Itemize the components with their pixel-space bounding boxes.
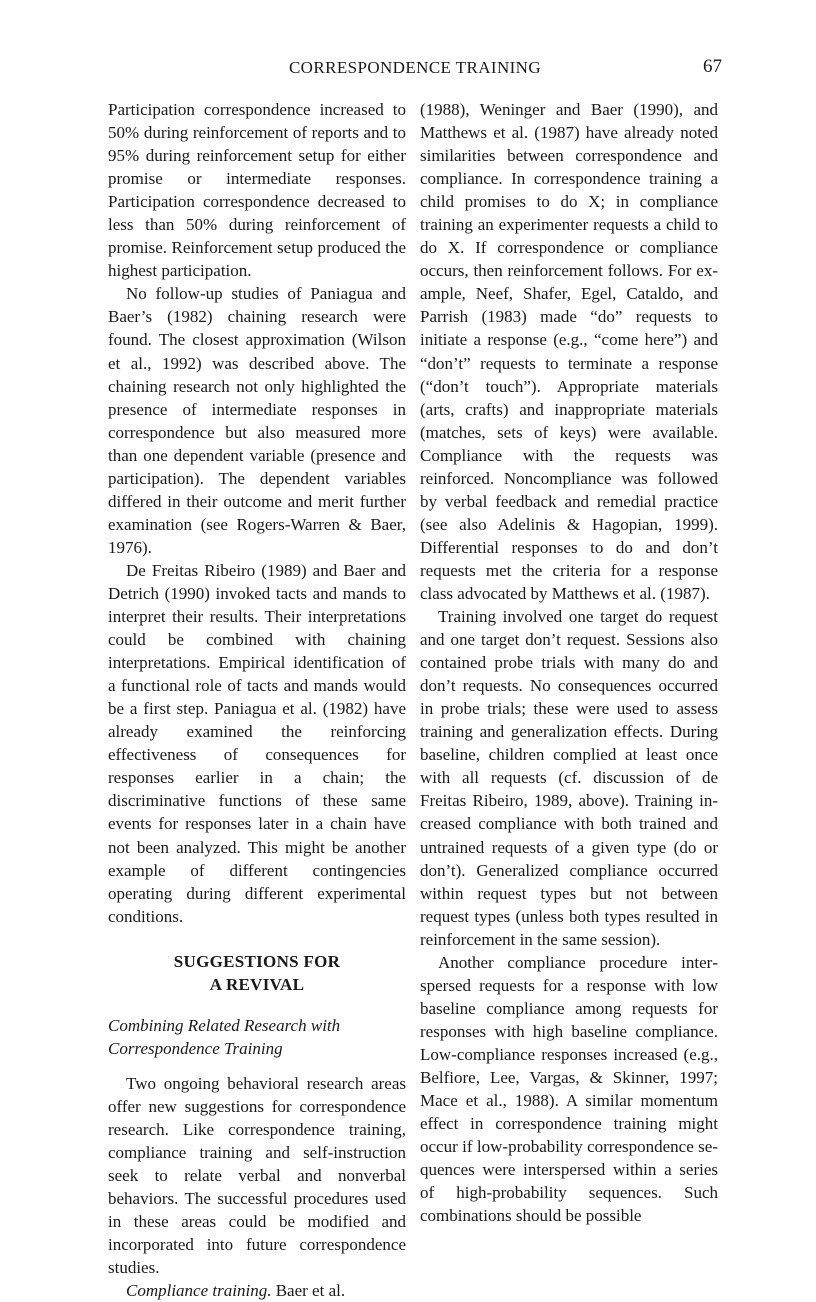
running-head: CORRESPONDENCE TRAINING: [288, 58, 542, 77]
subsection-heading-line: Combining Related Research with: [108, 1015, 341, 1035]
paragraph: (1988), Weninger and Baer (1990), and Matthews et al. (1987) have already noted similarities between correspondence and compliance. In correspondence training a child promises to do X; in compliance training an experimenter requests a child to do X. If correspondence or compliance occurs, then reinforcement follows. For example, Neef, Shafer, Egel, Cataldo, and Parrish (1983) made “do” requests to initiate a response (e.g., “come here”) and “don’t” requests to terminate a response (“don’t touch”). Appropriate materials (arts, crafts) and inappropriate materials (matches, sets of keys) were available. Compliance with the requests was reinforced. Noncompliance was followed by verbal feedback and remedial practice (see also Adelinis & Hagopian, 1999). Differential responses to do and don’t requests met the criteria for a response class advocated by Matthews et al. (1987).: [420, 100, 718, 603]
paragraph: Training involved one target do request and one target don’t request. Sessions also contained probe trials with many do and don’t requests. No consequences occurred in probe trials; these were used to assess training and generalization effects. During baseline, children complied at least once with all requests (cf. discussion of de Freitas Ribeiro, 1989, above). Training increased compliance with both trained and untrained requests of a given type (do or don’t). Generalized compliance occurred within request types but not between request types (unless both types resulted in reinforcement in the same session).: [420, 607, 718, 949]
paragraph-text: Baer et al.: [271, 1281, 346, 1301]
right-column: [420, 98, 718, 1227]
paragraph: Another compliance procedure interspersed requests for a response with low baseline compliance among requests for responses with high baseline compliance. Low-compliance responses increased (e.g., Belfiore, Lee, Vargas, & Skinner, 1997; Mace et al., 1988). A similar momentum effect in correspondence training might occur if low-probability correspondence sequences were interspersed within a series of high-probability sequences. Such combinations should be possible: [420, 952, 718, 1226]
section-heading-line: A REVIVAL: [209, 974, 305, 994]
section-heading: [108, 950, 406, 996]
section-heading-line: SUGGESTIONS FOR: [173, 951, 341, 971]
paragraph: Two ongoing behavioral research areas offer new suggestions for correspondence research. Like correspondence training, compliance training and self-instruction seek to relate verbal and nonverbal behaviors. The successful procedures used in these areas could be modified and incorporated into future correspondence studies.: [108, 1073, 406, 1278]
page-number: 67: [703, 56, 722, 77]
subsection-heading: [108, 1014, 406, 1060]
run-in-heading: Compliance training.: [126, 1281, 272, 1301]
paragraph: No follow-up studies of Paniagua and Baer’s (1982) chaining research were found. The closest approximation (Wilson et al., 1992) was described above. The chaining research not only highlighted the presence of intermediate responses in correspondence but also measured more than one dependent variable (presence and participation). The dependent variables differed in their outcome and merit further examination (see Rogers-Warren & Baer, 1976).: [108, 284, 406, 557]
paragraph: [108, 1279, 406, 1302]
paragraph: Participation correspondence increased to 50% during reinforcement of reports and to 95% during reinforcement setup for either promise or intermediate responses. Participation correspondence decreased to less than 50% during reinforcement of promise. Reinforcement setup produced the highest participation.: [108, 100, 406, 281]
left-column: [108, 98, 406, 1302]
subsection-heading-line: Correspondence Training: [108, 1038, 283, 1058]
page-header: [108, 56, 722, 82]
paragraph: De Freitas Ribeiro (1989) and Baer and Detrich (1990) invoked tacts and mands to interpret their results. Their interpretations could be combined with chaining interpretations. Empirical identification of a functional role of tacts and mands would be a first step. Paniagua et al. (1982) have already examined the reinforcing effectiveness of consequences for responses earlier in a chain; the discriminative functions of these same events for responses later in a chain have not been analyzed. This might be another example of different contingencies operating during different experimental conditions.: [108, 560, 406, 926]
